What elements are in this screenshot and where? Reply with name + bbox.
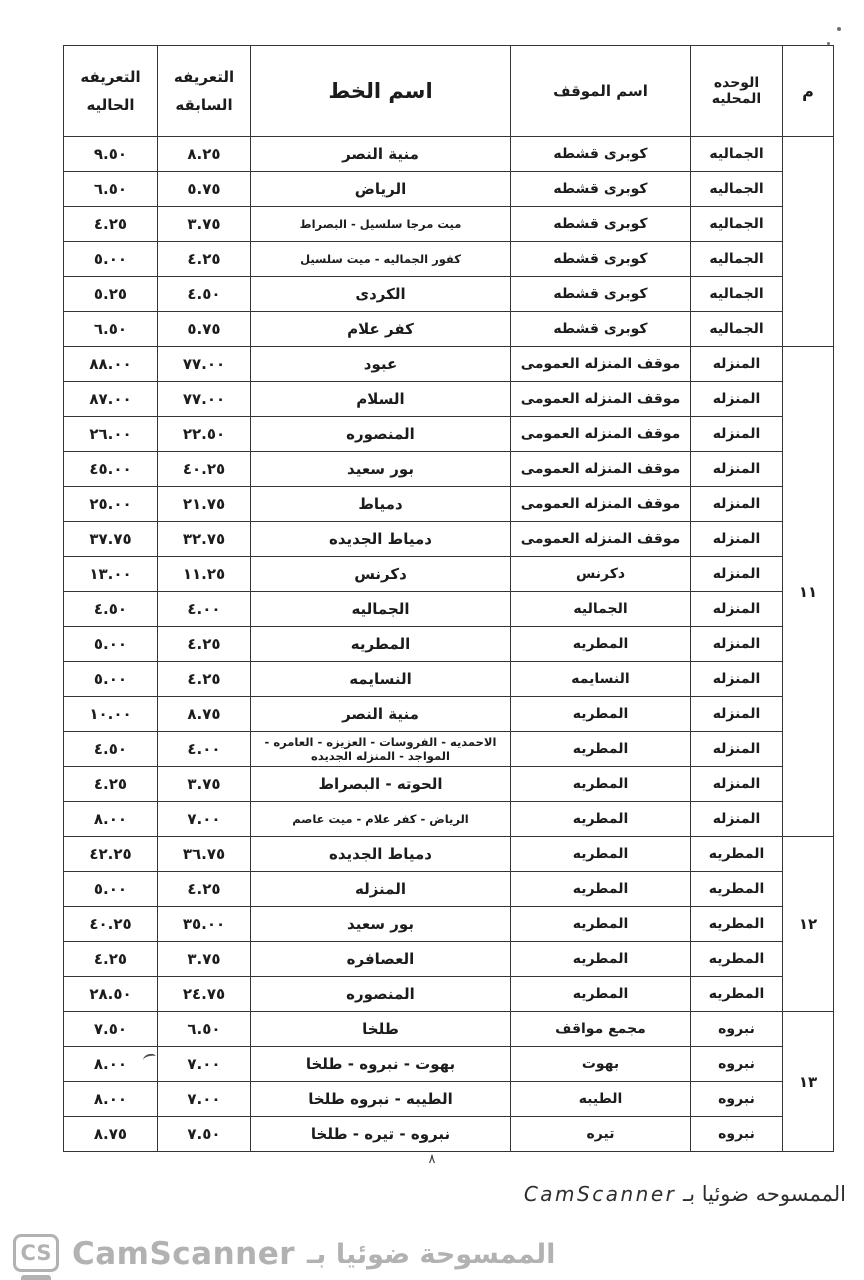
- footer-arabic-text: الممسوحة ضوئيا بـ: [307, 1238, 556, 1270]
- stop-name-cell: كوبرى قشطه: [511, 137, 691, 172]
- scan-artifact-speck: [827, 42, 830, 45]
- previous-tariff-cell: ٤.٢٥: [158, 242, 251, 277]
- local-unit-cell: المطريه: [691, 872, 783, 907]
- previous-tariff-cell: ٤.٠٠: [158, 732, 251, 767]
- previous-tariff-cell: ٤٠.٢٥: [158, 452, 251, 487]
- previous-tariff-cell: ٧.٠٠: [158, 802, 251, 837]
- local-unit-cell: المنزله: [691, 522, 783, 557]
- table-row: [64, 557, 834, 592]
- local-unit-cell: المنزله: [691, 732, 783, 767]
- current-tariff-cell: ٢٥.٠٠: [64, 487, 158, 522]
- current-tariff-cell: ٦.٥٠: [64, 312, 158, 347]
- cs-logo-tab: [21, 1275, 51, 1280]
- line-name-cell: منية النصر: [251, 137, 511, 172]
- stop-name-cell: كوبرى قشطه: [511, 312, 691, 347]
- stop-name-cell: موقف المنزله العمومى: [511, 522, 691, 557]
- stop-name-cell: المطريه: [511, 802, 691, 837]
- line-name-cell: دكرنس: [251, 557, 511, 592]
- current-tariff-cell: ٥.٠٠: [64, 242, 158, 277]
- line-name-cell: نبروه - تيره - طلخا: [251, 1117, 511, 1152]
- previous-tariff-cell: ٥.٧٥: [158, 312, 251, 347]
- current-tariff-cell: ٤.٢٥: [64, 207, 158, 242]
- line-name-cell: طلخا: [251, 1012, 511, 1047]
- table-row: [64, 767, 834, 802]
- table-row: [64, 242, 834, 277]
- line-name-cell: المنصوره: [251, 977, 511, 1012]
- table-row: [64, 627, 834, 662]
- current-tariff-cell: ٥.٠٠: [64, 662, 158, 697]
- stop-name-cell: مجمع مواقف: [511, 1012, 691, 1047]
- stop-name-cell: كوبرى قشطه: [511, 207, 691, 242]
- current-tariff-cell: ٨٨.٠٠: [64, 347, 158, 382]
- local-unit-cell: المنزله: [691, 382, 783, 417]
- local-unit-cell: المطريه: [691, 977, 783, 1012]
- current-tariff-cell: ٨٧.٠٠: [64, 382, 158, 417]
- line-name-cell: الرياض - كفر علام - ميت عاصم: [251, 802, 511, 837]
- previous-tariff-cell: ٤.٠٠: [158, 592, 251, 627]
- current-tariff-cell: ٤٢.٢٥: [64, 837, 158, 872]
- table-row: [64, 277, 834, 312]
- camscanner-logo-icon: [12, 1234, 60, 1280]
- line-name-cell: المنزله: [251, 872, 511, 907]
- header-local-unit: الوحده المحليه: [691, 46, 783, 137]
- stop-name-cell: تيره: [511, 1117, 691, 1152]
- local-unit-cell: المنزله: [691, 697, 783, 732]
- current-tariff-cell: ٤.٢٥: [64, 767, 158, 802]
- table-row: [64, 312, 834, 347]
- line-name-cell: بور سعيد: [251, 452, 511, 487]
- header-current-tariff: التعريفه الحاليه: [64, 46, 158, 137]
- watermark-brand-text: CamScanner: [523, 1182, 677, 1206]
- previous-tariff-cell: ٣٥.٠٠: [158, 907, 251, 942]
- line-name-cell: دمياط الجديده: [251, 837, 511, 872]
- current-tariff-cell: ١٠.٠٠: [64, 697, 158, 732]
- local-unit-cell: المطريه: [691, 837, 783, 872]
- stop-name-cell: المطريه: [511, 627, 691, 662]
- current-tariff-cell: ١٣.٠٠: [64, 557, 158, 592]
- line-name-cell: عبود: [251, 347, 511, 382]
- current-tariff-cell: ٩.٥٠: [64, 137, 158, 172]
- watermark-arabic-text: الممسوحه ضوئيا بـ: [683, 1182, 846, 1206]
- stop-name-cell: موقف المنزله العمومى: [511, 347, 691, 382]
- line-name-cell: منية النصر: [251, 697, 511, 732]
- handwritten-scan-watermark: [524, 1182, 846, 1206]
- stop-name-cell: النسايمه: [511, 662, 691, 697]
- current-tariff-cell: ٧.٥٠: [64, 1012, 158, 1047]
- local-unit-cell: نبروه: [691, 1047, 783, 1082]
- local-unit-cell: المنزله: [691, 347, 783, 382]
- line-name-cell: بور سعيد: [251, 907, 511, 942]
- header-row: [64, 46, 834, 137]
- local-unit-cell: الجماليه: [691, 172, 783, 207]
- table-row: [64, 382, 834, 417]
- table-row: [64, 1047, 834, 1082]
- local-unit-cell: المنزله: [691, 557, 783, 592]
- local-unit-cell: الجماليه: [691, 242, 783, 277]
- current-tariff-cell: ٥.٠٠: [64, 872, 158, 907]
- scan-artifact-speck: [837, 27, 841, 31]
- table-row: [64, 1082, 834, 1117]
- local-unit-cell: المنزله: [691, 417, 783, 452]
- stop-name-cell: موقف المنزله العمومى: [511, 417, 691, 452]
- table-row: [64, 1117, 834, 1152]
- current-tariff-cell: ٤.٥٠: [64, 592, 158, 627]
- table-row: [64, 1012, 834, 1047]
- local-unit-cell: المنزله: [691, 767, 783, 802]
- table-row: [64, 592, 834, 627]
- current-tariff-cell: ٢٨.٥٠: [64, 977, 158, 1012]
- line-name-cell: كفر علام: [251, 312, 511, 347]
- local-unit-cell: المطريه: [691, 907, 783, 942]
- table-row: [64, 417, 834, 452]
- stop-name-cell: المطريه: [511, 977, 691, 1012]
- table-row: [64, 837, 834, 872]
- local-unit-cell: المطريه: [691, 942, 783, 977]
- previous-tariff-cell: ٣.٧٥: [158, 942, 251, 977]
- table-row: [64, 172, 834, 207]
- stop-name-cell: المطريه: [511, 942, 691, 977]
- line-name-cell: الحوته - البصراط: [251, 767, 511, 802]
- table-body: [64, 137, 834, 1152]
- previous-tariff-cell: ٣.٧٥: [158, 207, 251, 242]
- table-row: [64, 802, 834, 837]
- header-stop-name: اسم الموقف: [511, 46, 691, 137]
- footer-brand-name: CamScanner: [72, 1236, 296, 1272]
- local-unit-cell: نبروه: [691, 1117, 783, 1152]
- current-tariff-cell: ٨.٧٥: [64, 1117, 158, 1152]
- table-row: [64, 977, 834, 1012]
- local-unit-cell: المنزله: [691, 592, 783, 627]
- previous-tariff-cell: ٤.٥٠: [158, 277, 251, 312]
- local-unit-cell: نبروه: [691, 1082, 783, 1117]
- line-name-cell: ميت مرجا سلسيل - البصراط: [251, 207, 511, 242]
- serial-cell: ١٢: [783, 837, 834, 1012]
- line-name-cell: السلام: [251, 382, 511, 417]
- current-tariff-cell: ٤٠.٢٥: [64, 907, 158, 942]
- local-unit-cell: الجماليه: [691, 277, 783, 312]
- table-row: [64, 137, 834, 172]
- header-previous-tariff: التعريفه السابقه: [158, 46, 251, 137]
- line-name-cell: النسايمه: [251, 662, 511, 697]
- local-unit-cell: المنزله: [691, 627, 783, 662]
- footer-text-row: [72, 1236, 555, 1272]
- table-row: [64, 522, 834, 557]
- local-unit-cell: المنزله: [691, 487, 783, 522]
- stop-name-cell: المطريه: [511, 837, 691, 872]
- current-tariff-cell: ٤.٢٥: [64, 942, 158, 977]
- stop-name-cell: كوبرى قشطه: [511, 277, 691, 312]
- current-tariff-cell: ٥.٢٥: [64, 277, 158, 312]
- stop-name-cell: كوبرى قشطه: [511, 172, 691, 207]
- line-name-cell: الرياض: [251, 172, 511, 207]
- line-name-cell: الاحمديه - الفروسات - العزيزه - العامره - المواجد - المنزله الجديده: [251, 732, 511, 767]
- header-serial: م: [783, 46, 834, 137]
- previous-tariff-cell: ٥.٧٥: [158, 172, 251, 207]
- previous-tariff-cell: ٣.٧٥: [158, 767, 251, 802]
- header-line-name: اسم الخط: [251, 46, 511, 137]
- line-name-cell: الكردى: [251, 277, 511, 312]
- table-row: [64, 697, 834, 732]
- previous-tariff-cell: ٧.٠٠: [158, 1082, 251, 1117]
- table-row: [64, 907, 834, 942]
- current-tariff-cell: ٨.٠٠: [64, 1082, 158, 1117]
- table-row: [64, 662, 834, 697]
- current-tariff-cell: ٢٦.٠٠: [64, 417, 158, 452]
- stop-name-cell: موقف المنزله العمومى: [511, 452, 691, 487]
- previous-tariff-cell: ٦.٥٠: [158, 1012, 251, 1047]
- stop-name-cell: المطريه: [511, 872, 691, 907]
- table-header: [64, 46, 834, 137]
- cs-logo-box: CS: [13, 1234, 59, 1272]
- serial-cell: ١٣: [783, 1012, 834, 1152]
- line-name-cell: بهوت - نبروه - طلخا: [251, 1047, 511, 1082]
- table-row: [64, 452, 834, 487]
- previous-tariff-cell: ٣٦.٧٥: [158, 837, 251, 872]
- previous-tariff-cell: ٢١.٧٥: [158, 487, 251, 522]
- current-tariff-cell: ٨.٠٠: [64, 1047, 158, 1082]
- line-name-cell: الطيبه - نبروه طلخا: [251, 1082, 511, 1117]
- previous-tariff-cell: ٧.٠٠: [158, 1047, 251, 1082]
- stop-name-cell: المطريه: [511, 732, 691, 767]
- local-unit-cell: المنزله: [691, 802, 783, 837]
- pen-mark-artifact: [142, 1053, 156, 1064]
- previous-tariff-cell: ٢٢.٥٠: [158, 417, 251, 452]
- table-row: [64, 942, 834, 977]
- table-row: [64, 347, 834, 382]
- line-name-cell: الجماليه: [251, 592, 511, 627]
- current-tariff-cell: ٨.٠٠: [64, 802, 158, 837]
- previous-tariff-cell: ٨.٢٥: [158, 137, 251, 172]
- line-name-cell: المطريه: [251, 627, 511, 662]
- previous-tariff-cell: ٧.٥٠: [158, 1117, 251, 1152]
- current-tariff-cell: ٥.٠٠: [64, 627, 158, 662]
- local-unit-cell: الجماليه: [691, 137, 783, 172]
- stop-name-cell: موقف المنزله العمومى: [511, 487, 691, 522]
- local-unit-cell: الجماليه: [691, 207, 783, 242]
- current-tariff-cell: ٦.٥٠: [64, 172, 158, 207]
- camscanner-footer: [12, 1234, 555, 1280]
- serial-cell: [783, 137, 834, 347]
- previous-tariff-cell: ١١.٢٥: [158, 557, 251, 592]
- stop-name-cell: المطريه: [511, 907, 691, 942]
- line-name-cell: العصافره: [251, 942, 511, 977]
- current-tariff-cell: ٤٥.٠٠: [64, 452, 158, 487]
- local-unit-cell: المنزله: [691, 662, 783, 697]
- line-name-cell: كفور الجماليه - ميت سلسيل: [251, 242, 511, 277]
- previous-tariff-cell: ٧٧.٠٠: [158, 382, 251, 417]
- table-row: [64, 487, 834, 522]
- stop-name-cell: بهوت: [511, 1047, 691, 1082]
- tariff-table: [63, 45, 834, 1152]
- stop-name-cell: موقف المنزله العمومى: [511, 382, 691, 417]
- line-name-cell: المنصوره: [251, 417, 511, 452]
- serial-cell: ١١: [783, 347, 834, 837]
- previous-tariff-cell: ٤.٢٥: [158, 872, 251, 907]
- line-name-cell: دمياط الجديده: [251, 522, 511, 557]
- stop-name-cell: المطريه: [511, 767, 691, 802]
- previous-tariff-cell: ٤.٢٥: [158, 627, 251, 662]
- stop-name-cell: دكرنس: [511, 557, 691, 592]
- previous-tariff-cell: ٣٢.٧٥: [158, 522, 251, 557]
- line-name-cell: دمياط: [251, 487, 511, 522]
- current-tariff-cell: ٤.٥٠: [64, 732, 158, 767]
- stop-name-cell: المطريه: [511, 697, 691, 732]
- stop-name-cell: الطيبه: [511, 1082, 691, 1117]
- local-unit-cell: المنزله: [691, 452, 783, 487]
- stop-name-cell: كوبرى قشطه: [511, 242, 691, 277]
- previous-tariff-cell: ٢٤.٧٥: [158, 977, 251, 1012]
- previous-tariff-cell: ٨.٧٥: [158, 697, 251, 732]
- current-tariff-cell: ٣٧.٧٥: [64, 522, 158, 557]
- previous-tariff-cell: ٧٧.٠٠: [158, 347, 251, 382]
- local-unit-cell: نبروه: [691, 1012, 783, 1047]
- page-number: ٨: [428, 1152, 436, 1167]
- table-row: [64, 207, 834, 242]
- local-unit-cell: الجماليه: [691, 312, 783, 347]
- table-row: [64, 732, 834, 767]
- stop-name-cell: الجماليه: [511, 592, 691, 627]
- table-row: [64, 872, 834, 907]
- previous-tariff-cell: ٤.٢٥: [158, 662, 251, 697]
